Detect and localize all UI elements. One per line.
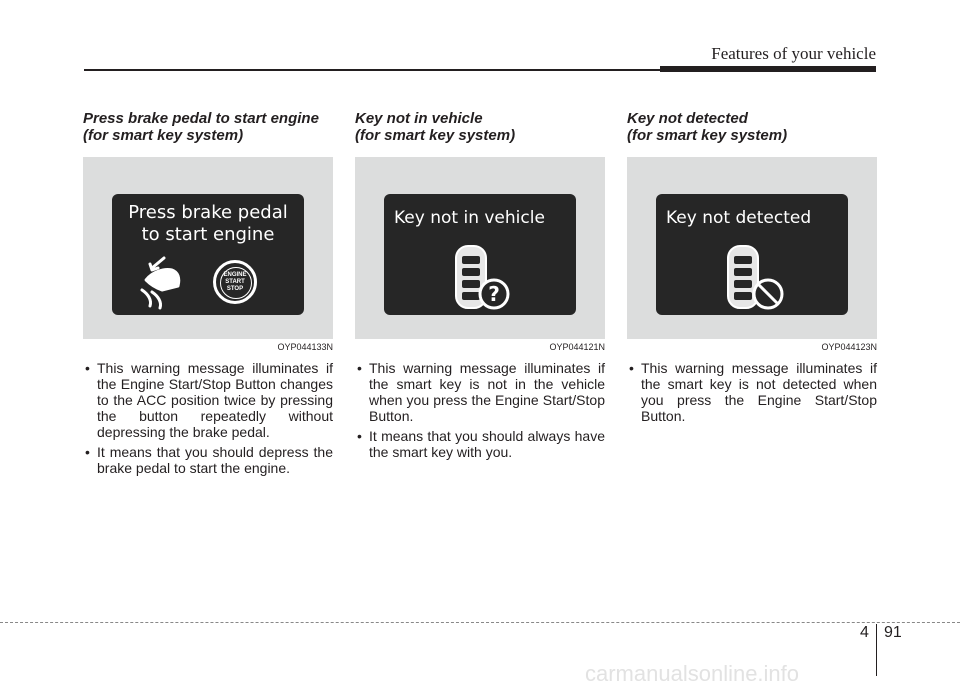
bullet-item: • This warning message illuminates if the smart key is not detected when you press the Engine Start/Stop Button. — [627, 360, 877, 424]
image-code: OYP044133N — [277, 342, 333, 352]
footer-separator — [876, 624, 877, 676]
prohibited-icon — [656, 194, 848, 315]
cluster-display — [112, 194, 304, 315]
section-key-not-detected — [627, 110, 877, 428]
footer-divider — [0, 622, 960, 623]
cluster-display — [384, 194, 576, 315]
bullet-item: • It means that you should always have the smart key with you. — [355, 428, 605, 460]
watermark: carmanualsonline.info — [585, 661, 800, 686]
bullet-list — [355, 360, 605, 460]
header-rule — [84, 69, 876, 71]
illustration-press-brake — [83, 157, 333, 339]
bullet-item: • It means that you should depress the brake pedal to start the engine. — [83, 444, 333, 476]
image-code: OYP044121N — [549, 342, 605, 352]
chapter-number: 4 — [860, 624, 869, 641]
question-mark-icon — [384, 194, 576, 315]
section-title: Key not detected (for smart key system) — [627, 110, 788, 144]
section-title: Key not in vehicle (for smart key system) — [355, 110, 516, 144]
bullet-item: • This warning message illuminates if the Engine Start/Stop Button changes to the ACC position twice by pressing the button repeatedly without depressing the brake pedal. — [83, 360, 333, 440]
display-message: Press brake pedal to start engine — [128, 202, 288, 245]
bullet-item: • This warning message illuminates if the smart key is not in the vehicle when you press the Engine Start/Stop Button. — [355, 360, 605, 424]
page-header-title: Features of your vehicle — [711, 44, 876, 63]
brake-pedal-icon — [112, 194, 304, 315]
cluster-display — [656, 194, 848, 315]
image-code: OYP044123N — [821, 342, 877, 352]
display-message: Key not in vehicle — [394, 208, 545, 228]
display-message: Key not detected — [666, 208, 812, 228]
illustration-key-not-detected — [627, 157, 877, 339]
page-number: 91 — [884, 624, 902, 641]
section-press-brake — [83, 110, 333, 480]
section-key-not-in-vehicle — [355, 110, 605, 464]
svg-text:?: ? — [488, 282, 500, 306]
start-stop-button-icon — [213, 260, 257, 304]
section-title: Press brake pedal to start engine (for smart key system) — [83, 110, 319, 144]
bullet-list — [627, 360, 877, 424]
illustration-key-not-in-vehicle — [355, 157, 605, 339]
start-stop-button-label: ENGINE START STOP — [223, 272, 247, 292]
bullet-list — [83, 360, 333, 476]
